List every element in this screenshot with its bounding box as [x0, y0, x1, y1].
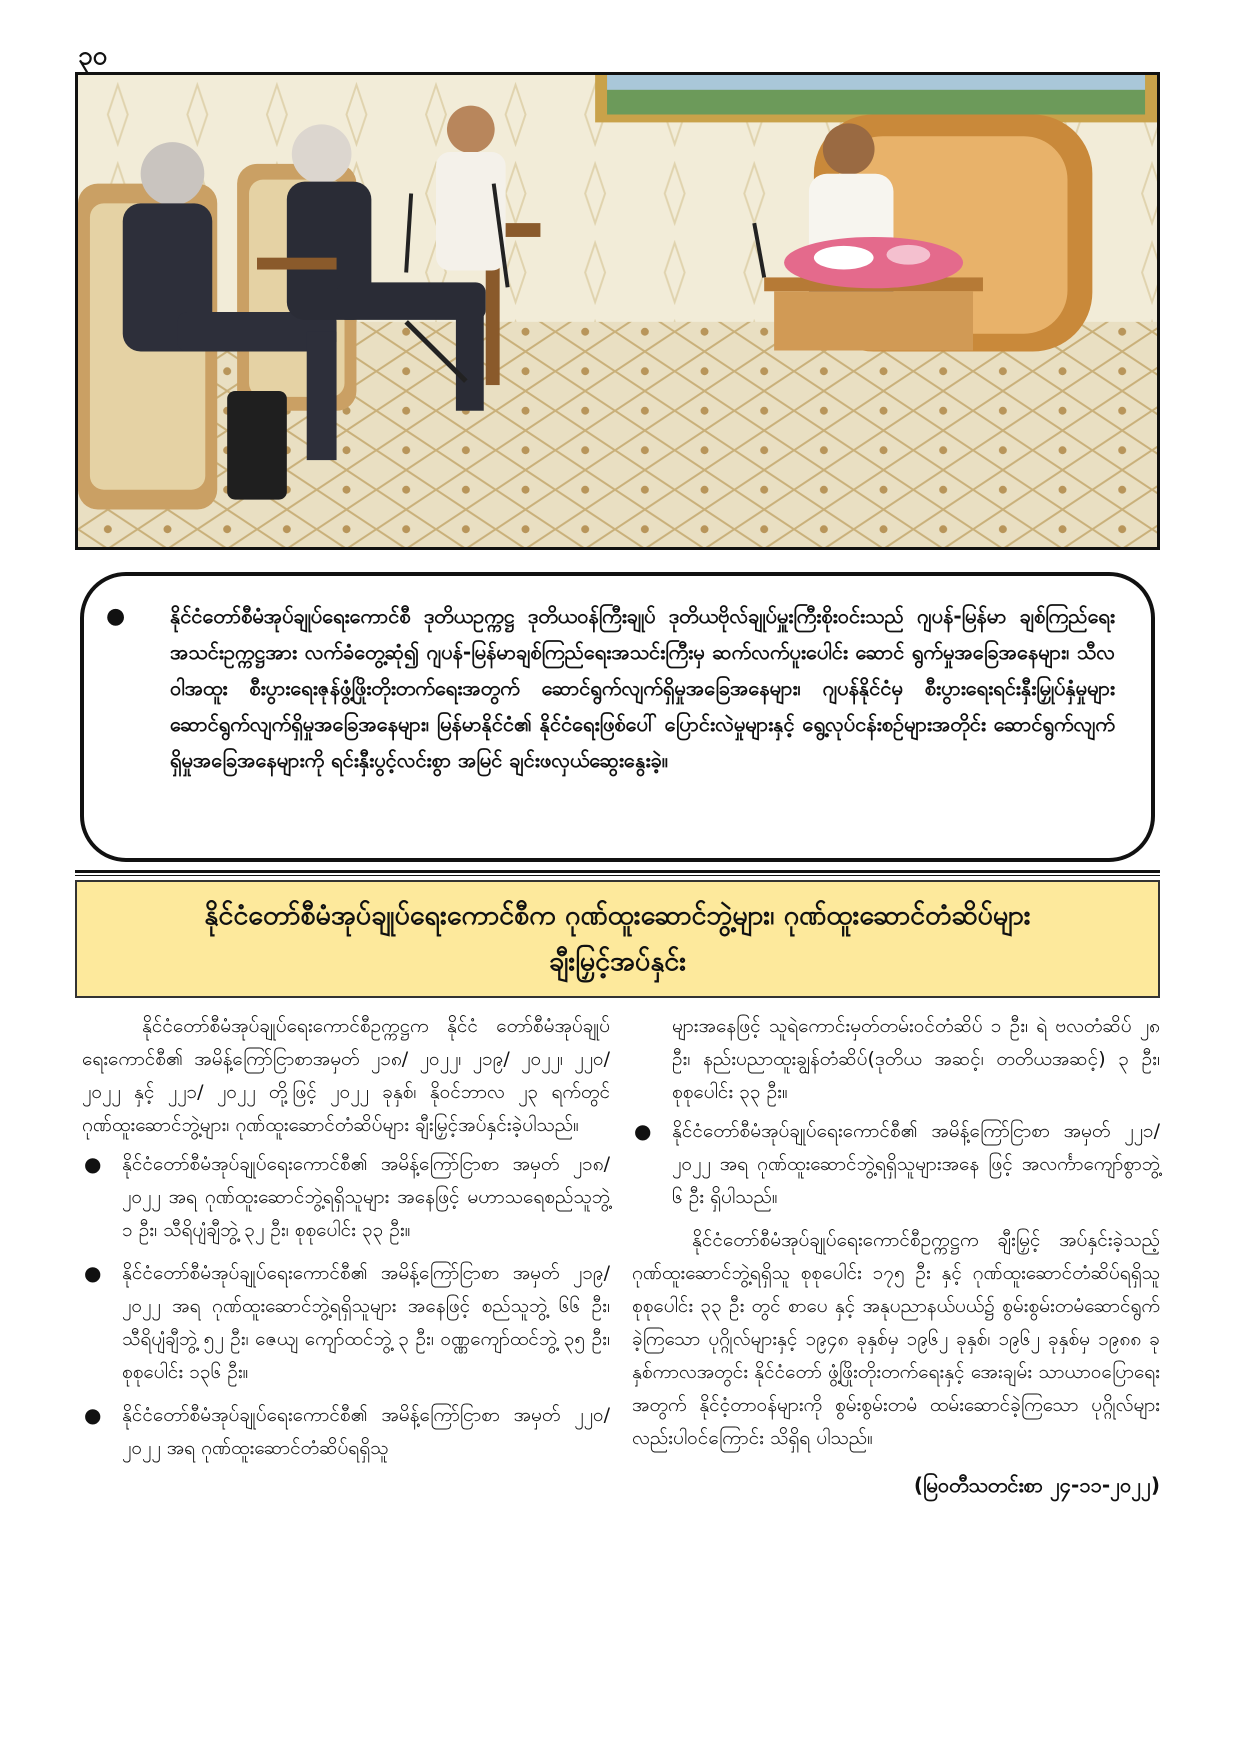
headline-line-1: နိုင်ငံတော်စီမံအုပ်ချုပ်ရေးကောင်စီက ဂုဏ်ထူးဆောင်ဘွဲ့များ၊ ဂုဏ်ထူးဆောင်တံဆိပ်များ — [204, 900, 1031, 931]
list-item — [82, 1399, 610, 1465]
page-number: ၃၀ — [78, 41, 108, 71]
list-item — [82, 1148, 610, 1247]
meeting-photo — [75, 72, 1160, 550]
article-column-right — [632, 1010, 1160, 1502]
bullet-icon: ● — [84, 1261, 102, 1285]
list-item — [632, 1115, 1160, 1214]
list-item-text: နိုင်ငံတော်စီမံအုပ်ချုပ်ရေးကောင်စီ၏ အမိန့်ကြော်ငြာစာ အမှတ် ၂၁၈/ ၂၀၂၂ အရ ဂုဏ်ထူးဆောင်ဘွဲ့ရရှိသူများ အနေဖြင့် မဟာသရေစည်သူဘွဲ့ ၁ ဦး၊ သီရိပျံချီဘွဲ့ ၃၂ ဦး၊ စုစုပေါင်း ၃၃ ဦး။ — [122, 1153, 610, 1241]
article-intro: နိုင်ငံတော်စီမံအုပ်ချုပ်ရေးကောင်စီဥက္ကဋ္ဌက နိုင်ငံ တော်စီမံအုပ်ချုပ်ရေးကောင်စီ၏ အမိန့်ကြော်ငြာစာအမှတ် ၂၁၈/ ၂၀၂၂၊ ၂၁၉/ ၂၀၂၂၊ ၂၂၀/ ၂၀၂၂ နှင့် ၂၂၁/ ၂၀၂၂ တို့ဖြင့် ၂၀၂၂ ခုနှစ်၊ နိုဝင်ဘာလ ၂၃ ရက်တွင် ဂုဏ်ထူးဆောင်ဘွဲ့များ၊ ဂုဏ်ထူးဆောင်တံဆိပ်များ ချီးမြှင့်အပ်နှင်းခဲ့ပါသည်။ — [82, 1015, 610, 1136]
list-item-text: နိုင်ငံတော်စီမံအုပ်ချုပ်ရေးကောင်စီ၏ အမိန့်ကြော်ငြာစာ အမှတ် ၂၁၉/ ၂၀၂၂ အရ ဂုဏ်ထူးဆောင်ဘွဲ့ရရှိသူများ အနေဖြင့် စည်သူဘွဲ့ ၆၆ ဦး၊ သီရိပျံချီဘွဲ့ ၅၂ ဦး၊ ဇေယျ ကျော်ထင်ဘွဲ့ ၃ ဦး၊ ဝဏ္ဏကျော်ထင်ဘွဲ့ ၃၅ ဦး၊ စုစုပေါင်း ၁၃၆ ဦး။ — [122, 1262, 610, 1383]
article-headline — [75, 880, 1160, 998]
headline-line-2: ချီးမြှင့်အပ်နှင်း — [548, 946, 687, 977]
bullet-icon: ● — [84, 1403, 102, 1427]
bullet-icon: ● — [84, 1152, 102, 1176]
list-item-continuation: များအနေဖြင့် သူရဲကောင်းမှတ်တမ်းဝင်တံဆိပ် ၁ ဦး၊ ရဲ ဗလတံဆိပ် ၂၈ ဦး၊ နည်းပညာထူးချွန်တံဆိပ်(ဒုတိယ အဆင့်၊ တတိယအဆင့်) ၃ ဦး၊ စုစုပေါင်း ၃၃ ဦး။ — [672, 1015, 1160, 1103]
bullet-icon: ● — [634, 1119, 652, 1143]
list-item — [82, 1257, 610, 1389]
article-column-left — [82, 1010, 610, 1475]
list-item-text: နိုင်ငံတော်စီမံအုပ်ချုပ်ရေးကောင်စီ၏ အမိန့်ကြော်ငြာစာ အမှတ် ၂၂၁/ ၂၀၂၂ အရ ဂုဏ်ထူးဆောင်ဘွဲ့ရရှိသူများအနေ ဖြင့် အလင်္ကာကျော်စွာဘွဲ့ ၆ ဦး ရှိပါသည်။ — [672, 1120, 1160, 1208]
list-item-text: နိုင်ငံတော်စီမံအုပ်ချုပ်ရေးကောင်စီ၏ အမိန့်ကြော်ငြာစာ အမှတ် ၂၂၀/ ၂၀၂၂ အရ ဂုဏ်ထူးဆောင်တံဆိပ်ရရှိသူ — [122, 1404, 610, 1459]
divider-thick — [75, 870, 1160, 873]
photo-caption-box — [80, 572, 1155, 862]
photo-caption-text: နိုင်ငံတော်စီမံအုပ်ချုပ်ရေးကောင်စီ ဒုတိယဥက္ကဋ္ဌ ဒုတိယဝန်ကြီးချုပ် ဒုတိယဗိုလ်ချုပ်မှူးကြီးစိုးဝင်းသည် ဂျပန်-မြန်မာ ချစ်ကြည်ရေးအသင်းဥက္ကဋ္ဌအား လက်ခံတွေ့ဆုံ၍ ဂျပန်-မြန်မာချစ်ကြည်ရေးအသင်းကြီးမှ ဆက်လက်ပူးပေါင်း ဆောင် ရွက်မှုအခြေအနေများ၊ သီလဝါအထူး စီးပွားရေးဇုန်ဖွံ့ဖြိုးတိုးတက်ရေးအတွက် ဆောင်ရွက်လျက်ရှိမှုအခြေအနေများ၊ ဂျပန်နိုင်ငံမှ စီးပွားရေးရင်းနှီးမြှုပ်နှံမှုများ ဆောင်ရွက်လျက်ရှိမှုအခြေအနေများ၊ မြန်မာနိုင်ငံ၏ နိုင်ငံရေးဖြစ်ပေါ် ပြောင်းလဲမှုများနှင့် ရွေ့လုပ်ငန်းစဉ်များအတိုင်း ဆောင်ရွက်လျက်ရှိမှုအခြေအနေများကို ရင်းနှီးပွင့်လင်းစွာ အမြင် ချင်းဖလှယ်ဆွေးနွေးခဲ့။ — [170, 604, 1115, 772]
article-source: (မြဝတီသတင်းစာ ၂၄-၁၁-၂၀၂၂) — [913, 1473, 1160, 1497]
article-closing: နိုင်ငံတော်စီမံအုပ်ချုပ်ရေးကောင်စီဥက္ကဋ္ဌက ချီးမြှင့် အပ်နှင်းခဲ့သည့် ဂုဏ်ထူးဆောင်ဘွဲ့ရရှိသူ စုစုပေါင်း ၁၇၅ ဦး နှင့် ဂုဏ်ထူးဆောင်တံဆိပ်ရရှိသူစုစုပေါင်း ၃၃ ဦး တွင် စာပေ နှင့် အနုပညာနယ်ပယ်၌ စွမ်းစွမ်းတမံဆောင်ရွက်ခဲ့ကြသော ပုဂ္ဂိုလ်များနှင့် ၁၉၄၈ ခုနှစ်မှ ၁၉၆၂ ခုနှစ်၊ ၁၉၆၂ ခုနှစ်မှ ၁၉၈၈ ခုနှစ်ကာလအတွင်း နိုင်ငံတော် ဖွံ့ဖြိုးတိုးတက်ရေးနှင့် အေးချမ်း သာယာဝပြောရေးအတွက် နိုင်ငံ့တာဝန်များကို စွမ်းစွမ်းတမံ ထမ်းဆောင်ခဲ့ကြသော ပုဂ္ဂိုလ်များလည်းပါဝင်ကြောင်း သိရှိရ ပါသည်။ — [632, 1229, 1160, 1449]
meeting-photo-illustration — [78, 75, 1157, 547]
divider-thin — [75, 875, 1160, 876]
caption-bullet: ● — [106, 604, 126, 629]
